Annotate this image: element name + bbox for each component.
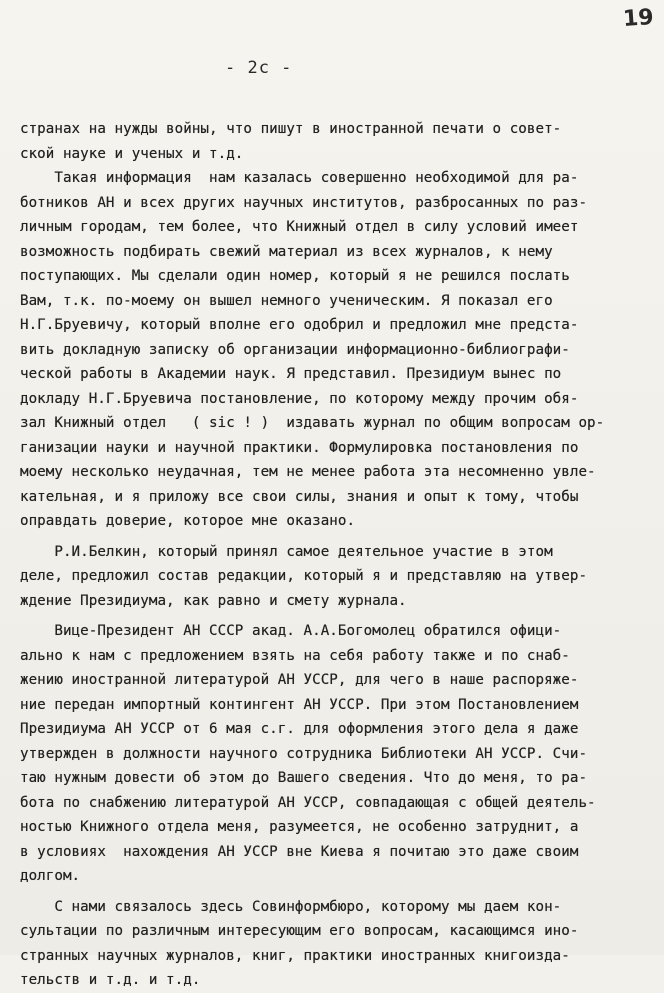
page-number: - 2с - (225, 58, 293, 78)
text-line: личным городам, тем более, что Книжный отдел в силу условий имеет (20, 219, 579, 235)
text-line: ческой работы в Академии наук. Я представил. Президиум вынес по (20, 366, 562, 382)
text-line: Р.И.Белкин, который принял самое деятельное участие в этом (20, 543, 553, 560)
text-line: кательная, и я приложу все свои силы, знания и опыт к тому, чтобы (20, 488, 579, 505)
text-line: зал Книжный отдел ( sic ! ) издавать журнал по общим вопросам ор- (20, 415, 605, 431)
text-line: С нами связалось здесь Совинформбюро, которому мы даем кон- (20, 898, 562, 915)
text-line: Такая информация нам казалась совершенно необходимой для ра- (20, 170, 579, 186)
text-line: ботников АН и всех других научных институтов, разбросанных по раз- (20, 194, 588, 211)
text-line: деле, предложил состав редакции, который я и представляю на утвер- (20, 568, 588, 584)
text-line: долгом. (20, 868, 81, 884)
text-line: моему несколько неудачная, тем не менее работа эта несомненно увле- (20, 464, 596, 480)
text-line: странах на нужды войны, что пишут в иностранной печати о совет- (20, 121, 562, 137)
text-line: ганизации науки и научной практики. Формулировка постановления по (20, 439, 579, 456)
text-line: возможность подбирать свежий материал из всех журналов, к нему (20, 243, 553, 260)
text-line: Н.Г.Бруевичу, который вполне его одобрил и предложил мне предста- (20, 317, 579, 333)
text-line: жению иностранной литературой АН УССР, для чего в наше распоряже- (20, 672, 579, 688)
text-line: вить докладную записку об организации информационно-библиографи- (20, 341, 570, 358)
text-line: таю нужным довести об этом до Вашего сведения. Что до меня, то ра- (20, 770, 588, 786)
letter-body (20, 117, 658, 993)
text-line: ние передан импортный контингент АН УССР. При этом Постановлением (20, 696, 579, 713)
text-line: ностью Книжного отдела меня, разумеется, не особенно затруднит, а (20, 819, 579, 835)
text-line: в условиях нахождения АН УССР вне Киева я почитаю это даже своим (20, 843, 579, 860)
text-line: тельств и т.д. и т.д. (20, 972, 201, 988)
text-line: утвержден в должности научного сотрудника Библиотеки АН УССР. Счи- (20, 745, 588, 762)
text-line: ской науке и ученых и т.д. (20, 145, 244, 162)
text-line: ально к нам с предложением взять на себя работу также и по снаб- (20, 647, 570, 664)
text-line: бота по снабжению литературой АН УССР, совпадающая с общей деятель- (20, 794, 596, 811)
text-line: оправдать доверие, которое мне оказано. (20, 513, 356, 529)
text-line: странных научных журналов, книг, практики иностранных книгоизда- (20, 947, 570, 964)
text-line: Вице-Президент АН СССР акад. А.А.Богомолец обратился офици- (20, 623, 562, 639)
text-line: ждение Президиума, как равно и смету журнала. (20, 592, 407, 609)
text-line: докладу Н.Г.Бруевича постановление, по которому между прочим обя- (20, 390, 579, 407)
text-line: сультации по различным интересующим его вопросам, касающимся ино- (20, 923, 579, 939)
text-line: Президиума АН УССР от 6 мая с.г. для оформления этого дела я даже (20, 721, 579, 737)
text-line: Вам, т.к. по-моему он вышел немного ученическим. Я показал его (20, 292, 553, 309)
text-line: поступающих. Мы сделали один номер, который я не решился послать (20, 268, 570, 284)
folio-number: 19 (622, 4, 655, 33)
